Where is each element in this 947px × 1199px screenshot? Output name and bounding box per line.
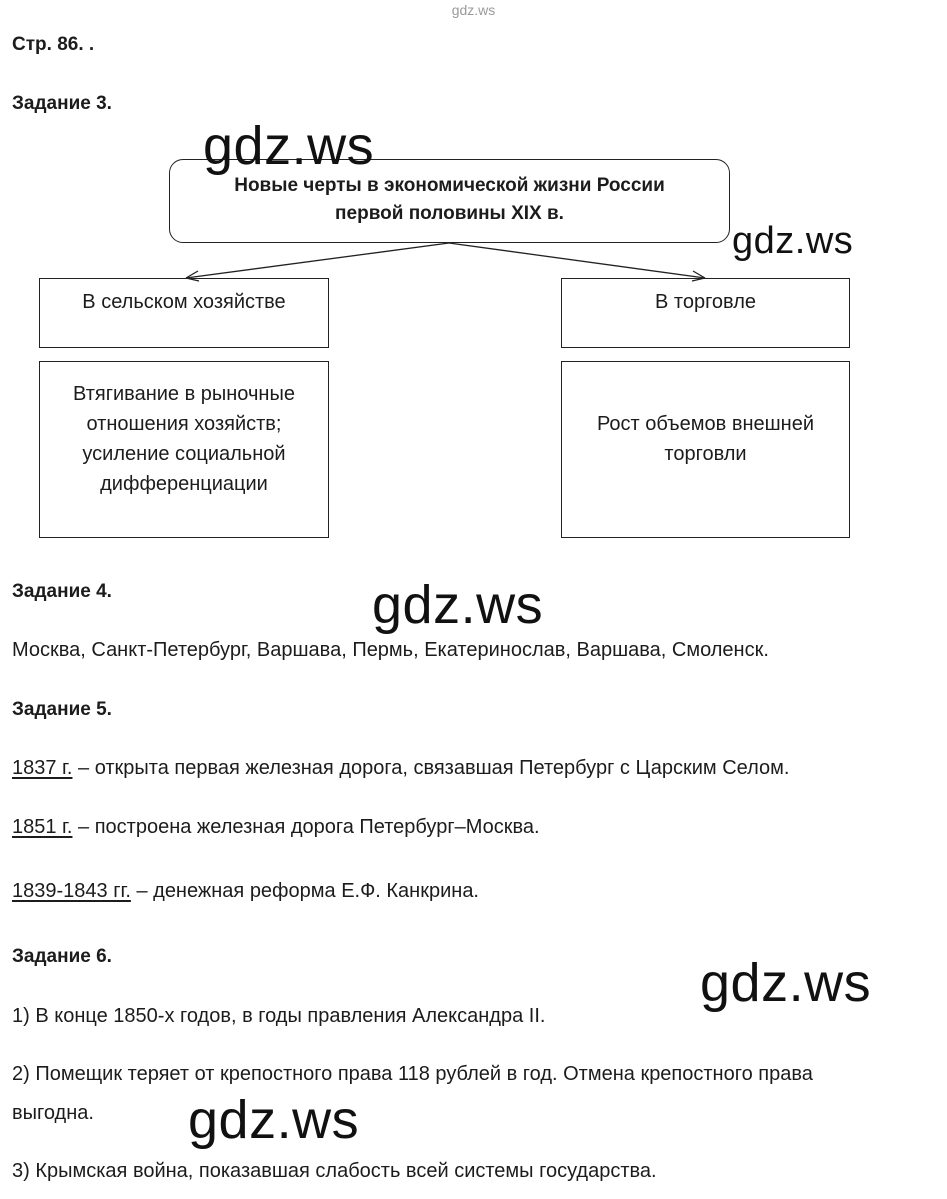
task5-item [12, 757, 789, 780]
task6-answer-2-line1: 2) Помещик теряет от крепостного права 118 рублей в год. Отмена крепостного права [12, 1063, 813, 1085]
page-reference: Стр. 86. . [12, 34, 95, 55]
agriculture-label-box [39, 278, 329, 348]
event-text: – денежная реформа Е.Ф. Канкрина. [130, 880, 479, 902]
event-text: – открыта первая железная дорога, связавшая Петербург с Царским Селом. [72, 757, 790, 779]
watermark: gdz.ws [700, 953, 872, 1013]
agriculture-line: отношения хозяйств; [86, 413, 282, 435]
trade-line: торговли [664, 443, 747, 465]
task5-item [12, 816, 540, 839]
task6-answer-2-line2: выгодна. [12, 1102, 94, 1124]
diagram-root-line2: первой половины XIX в. [335, 203, 564, 224]
agriculture-line: дифференциации [100, 473, 268, 495]
trade-label: В торговле [654, 291, 756, 313]
watermark: gdz.ws [203, 116, 375, 176]
trade-label-box [561, 278, 850, 348]
connector-right [449, 243, 705, 278]
agriculture-label: В сельском хозяйстве [82, 291, 286, 313]
agriculture-line: Втягивание в рыночные [73, 383, 295, 405]
trade-content-box [561, 361, 850, 538]
event-date: 1837 г. [12, 757, 73, 779]
task4-answer: Москва, Санкт-Петербург, Варшава, Пермь, Екатеринослав, Варшава, Смоленск. [12, 639, 769, 661]
task6-answer-1: 1) В конце 1850-х годов, в годы правления Александра II. [12, 1005, 546, 1027]
task5-heading: Задание 5. [12, 699, 112, 720]
task4-heading: Задание 4. [12, 581, 112, 602]
trade-line: Рост объемов внешней [596, 413, 815, 435]
agriculture-line: усиление социальной [82, 443, 286, 465]
task6-answer-3: 3) Крымская война, показавшая слабость всей системы государства. [12, 1160, 657, 1182]
watermark: gdz.ws [372, 575, 544, 635]
event-date: 1839-1843 гг. [12, 880, 131, 902]
task6-heading: Задание 6. [12, 946, 112, 967]
task5-item [12, 880, 479, 903]
site-header-label: gdz.ws [451, 2, 496, 18]
agriculture-content-box [39, 361, 329, 538]
connector-left [186, 243, 449, 278]
watermark: gdz.ws [732, 220, 854, 262]
diagram-root-line1: Новые черты в экономической жизни России [234, 175, 665, 196]
event-text: – построена железная дорога Петербург–Москва. [72, 816, 540, 838]
task3-heading: Задание 3. [12, 93, 112, 114]
event-date: 1851 г. [12, 816, 73, 838]
watermark: gdz.ws [188, 1090, 360, 1150]
